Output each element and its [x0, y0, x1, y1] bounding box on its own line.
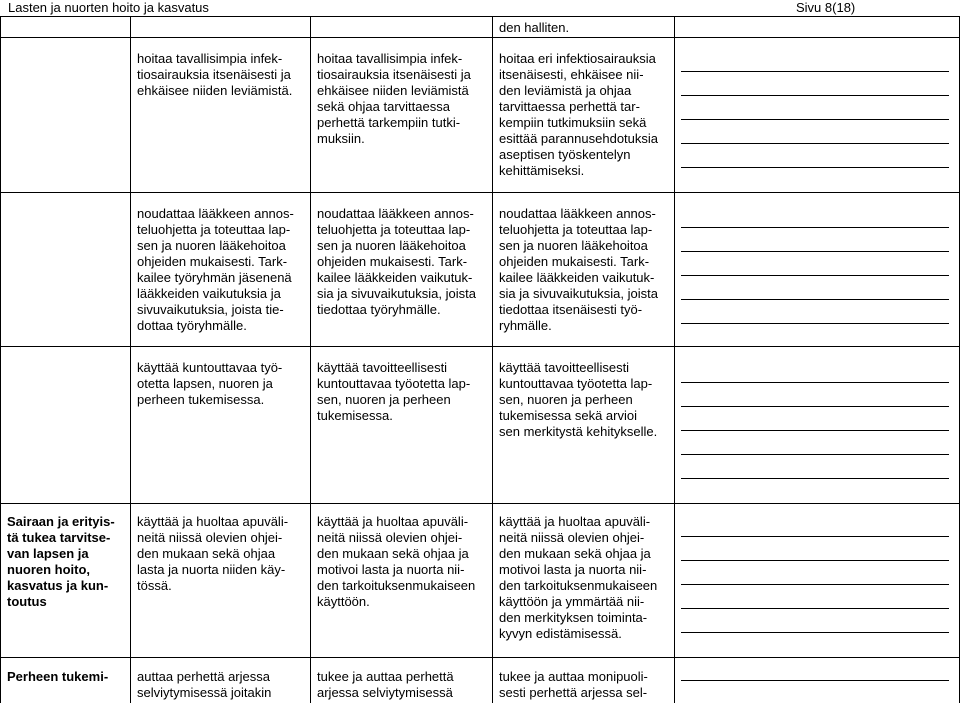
row-divider: [0, 657, 960, 658]
table-cell: hoitaa tavallisimpia infek- tiosairauksia itsenäisesti ja ehkäisee niiden leviämistä sekä ohjaa tarvittaessa perhettä tarkempiin tutki- muksiin.: [317, 51, 471, 146]
table-cell: käyttää ja huoltaa apuväli- neitä niissä olevien ohjei- den mukaan sekä ohjaa ja motivoi lasta ja nuorta nii- den tarkoituksenmukaiseen käyttöön ja ymmärtää nii- den merkityksen toiminta- kyvyn edistämisessä.: [499, 514, 658, 641]
row-divider: [0, 346, 960, 347]
page-number: Sivu 8(18): [796, 0, 856, 15]
blank-answer-line[interactable]: [681, 275, 949, 276]
table-cell: noudattaa lääkkeen annos- teluohjetta ja toteuttaa lap- sen ja nuoren lääkehoitoa ohjeiden mukaisesti. Tark- kailee lääkkeiden vaikutuk- sia ja sivuvaikutuksia, joista tiedottaa työryhmälle.: [317, 206, 476, 317]
blank-answer-line[interactable]: [681, 382, 949, 383]
blank-answer-line[interactable]: [681, 584, 949, 585]
table-cell: käyttää ja huoltaa apuväli- neitä niissä olevien ohjei- den mukaan sekä ohjaa ja motivoi lasta ja nuorta nii- den tarkoituksenmukaiseen käyttöön.: [317, 514, 476, 609]
blank-answer-line[interactable]: [681, 119, 949, 120]
blank-answer-line[interactable]: [681, 680, 949, 681]
blank-answer-line[interactable]: [681, 251, 949, 252]
table-cell: käyttää ja huoltaa apuväli- neitä niissä olevien ohjei- den mukaan sekä ohjaa lasta ja nuorta niiden käy- tössä.: [137, 514, 289, 593]
blank-answer-line[interactable]: [681, 406, 949, 407]
blank-answer-line[interactable]: [681, 143, 949, 144]
blank-answer-line[interactable]: [681, 536, 949, 537]
blank-answer-line[interactable]: [681, 430, 949, 431]
continued-text: den halliten.: [499, 20, 570, 35]
page-header: [0, 0, 960, 16]
table-cell: käyttää tavoitteellisesti kuntouttavaa työotetta lap- sen, nuoren ja perheen tukemisessa sekä arvioi sen merkitystä kehitykselle.: [499, 360, 658, 439]
document-title: Lasten ja nuorten hoito ja kasvatus: [8, 0, 209, 15]
table-cell: käyttää kuntouttavaa työ- otetta lapsen, nuoren ja perheen tukemisessa.: [137, 360, 283, 407]
table-cell: auttaa perhettä arjessa selviytymisessä joitakin: [137, 669, 272, 700]
blank-answer-line[interactable]: [681, 560, 949, 561]
table-divider-2: [310, 17, 311, 703]
blank-answer-line[interactable]: [681, 632, 949, 633]
row-divider: [0, 503, 960, 504]
table-cell: noudattaa lääkkeen annos- teluohjetta ja toteuttaa lap- sen ja nuoren lääkehoitoa ohjeiden mukaisesti. Tark- kailee työryhmän jäsenenä lääkkeiden vaikutuksia ja sivuvaikutuksia, joista tie- dottaa työryhmälle.: [137, 206, 294, 333]
table-cell: käyttää tavoitteellisesti kuntouttavaa työotetta lap- sen, nuoren ja perheen tukemisessa.: [317, 360, 471, 423]
blank-answer-line[interactable]: [681, 608, 949, 609]
blank-answer-line[interactable]: [681, 95, 949, 96]
table-cell: hoitaa tavallisimpia infek- tiosairauksia itsenäisesti ja ehkäisee niiden leviämistä.: [137, 51, 293, 98]
table-divider-1: [130, 17, 131, 703]
blank-answer-line[interactable]: [681, 299, 949, 300]
row-divider: [0, 192, 960, 193]
table-border-left: [0, 17, 1, 703]
table-cell: tukee ja auttaa monipuoli- sesti perhettä arjessa sel-: [499, 669, 648, 700]
row-divider: [0, 37, 960, 38]
table-cell: hoitaa eri infektiosairauksia itsenäisesti, ehkäisee nii- den leviämistä ja ohjaa tarvittaessa perhettä tar- kempiin tutkimuksiin sekä esittää parannusehdotuksia aseptisen työskentelyn kehittämiseksi.: [499, 51, 659, 178]
blank-answer-line[interactable]: [681, 323, 949, 324]
table-cell: tukee ja auttaa perhettä arjessa selviytymisessä: [317, 669, 454, 700]
blank-answer-line[interactable]: [681, 227, 949, 228]
blank-answer-line[interactable]: [681, 71, 949, 72]
blank-answer-line[interactable]: [681, 454, 949, 455]
table-divider-4: [674, 17, 675, 703]
table-cell: noudattaa lääkkeen annos- teluohjetta ja toteuttaa lap- sen ja nuoren lääkehoitoa ohjeiden mukaisesti. Tark- kailee lääkkeiden vaikutuk- sia ja sivuvaikutuksia, joista tiedottaa itsenäisesti työ- ryhmälle.: [499, 206, 658, 333]
table-divider-3: [492, 17, 493, 703]
header-rule: [0, 16, 960, 17]
row-label: Perheen tukemi-: [7, 669, 109, 684]
row-label: Sairaan ja erityis- tä tukea tarvitse- van lapsen ja nuoren hoito, kasvatus ja kun- toutus: [7, 514, 115, 609]
blank-answer-line[interactable]: [681, 167, 949, 168]
blank-answer-line[interactable]: [681, 478, 949, 479]
